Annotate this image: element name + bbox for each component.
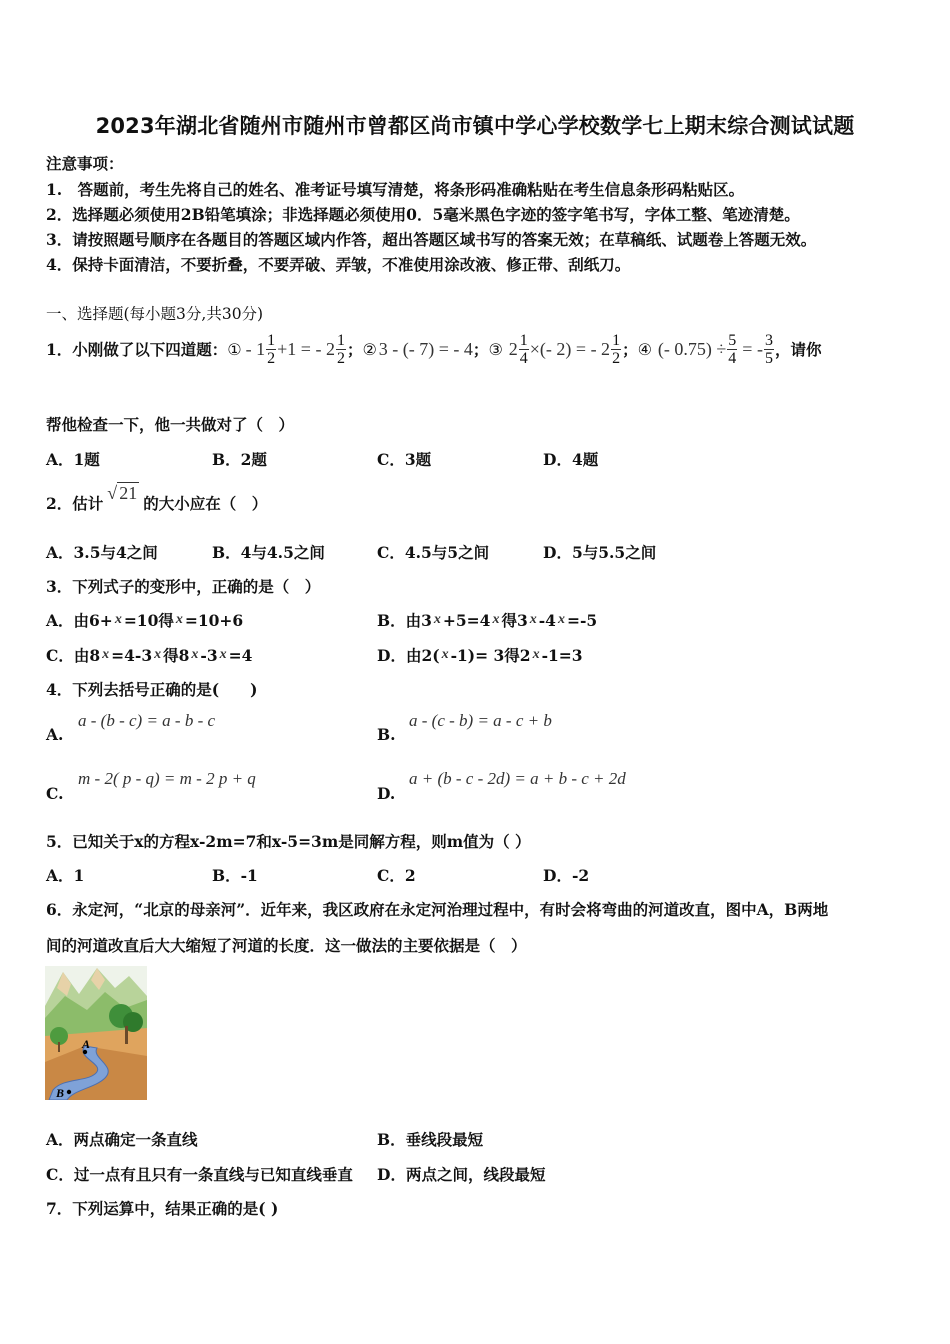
separator: ；	[622, 340, 638, 359]
option-c-label[interactable]: C.	[46, 784, 64, 803]
option-d[interactable]: D．两点之间，线段最短	[377, 1165, 546, 1184]
river-illustration	[45, 966, 147, 1100]
option-b[interactable]: B．2题	[212, 450, 267, 469]
question-6-line2: 间的河道改直后大大缩短了河道的长度．这一做法的主要依据是（ ）	[46, 936, 527, 955]
question-5-stem: 5．已知关于x的方程x-2m=7和x-5=3m是同解方程，则m值为（ ）	[46, 832, 531, 851]
option-a[interactable]: A．1题	[46, 450, 100, 469]
page-title: 2023年湖北省随州市随州市曾都区尚市镇中学心学校数学七上期末综合测试试题	[95, 114, 855, 138]
fraction: $\frac{1}{2}$	[267, 331, 276, 367]
point-b-label: B	[56, 1086, 65, 1100]
expr-4-part: (- 0.75) ÷	[657, 338, 727, 359]
option-c-expr[interactable]: m - 2( p - q) = m - 2 p + q	[78, 769, 256, 788]
notice-item: 4．保持卡面清洁，不要折叠，不要弄破、弄皱，不准使用涂改液、修正带、刮纸刀。	[46, 255, 631, 274]
fraction: $\frac{1}{2}$	[612, 331, 621, 367]
section-heading: 一、选择题(每小题3分,共30分)	[46, 305, 264, 323]
option-a[interactable]: A．3.5与4之间	[46, 543, 158, 562]
option-d[interactable]: D．-2	[543, 866, 590, 885]
fraction: $\frac{5}{4}$	[728, 331, 737, 367]
option-a[interactable]: A．两点确定一条直线	[46, 1130, 198, 1149]
option-c[interactable]: C．4.5与5之间	[377, 543, 490, 562]
notice-item: 1. 答题前，考生先将自己的姓名、准考证号填写清楚，将条形码准确粘贴在考生信息条形码粘贴区。	[46, 180, 745, 199]
question-2-tail: 的大小应在（ ）	[143, 494, 268, 513]
notice-item: 2．选择题必须使用2B铅笔填涂；非选择题必须使用0．5毫米黑色字迹的签字笔书写，字体工整、笔迹清楚。	[46, 205, 800, 224]
option-b-expr[interactable]: a - (c - b) = a - c + b	[409, 711, 552, 730]
option-a[interactable]: A．由6+ x =10得 x =10+6	[46, 611, 244, 630]
question-7-stem: 7．下列运算中，结果正确的是( )	[46, 1199, 279, 1218]
option-d-label[interactable]: D.	[377, 784, 396, 803]
point-a-label: A	[82, 1037, 91, 1051]
option-c[interactable]: C．过一点有且只有一条直线与已知直线垂直	[46, 1165, 353, 1184]
river-landscape-image	[45, 966, 147, 1100]
square-root: √ 21	[107, 482, 138, 503]
option-c[interactable]: C．2	[377, 866, 416, 885]
fraction: $\frac{3}{5}$	[764, 331, 773, 367]
question-3-stem: 3．下列式子的变形中，正确的是（ ）	[46, 577, 321, 596]
option-a-expr[interactable]: a - (b - c) = a - b - c	[78, 711, 216, 730]
option-b[interactable]: B．4与4.5之间	[212, 543, 325, 562]
notice-item: 3．请按照题号顺序在各题目的答题区域内作答，超出答题区域书写的答案无效；在草稿纸、试题卷上答题无效。	[46, 230, 817, 249]
question-4-stem: 4．下列去括号正确的是( )	[46, 680, 258, 699]
expr-1-part: - 1	[245, 338, 266, 359]
question-1	[46, 326, 821, 372]
expr-1-part: +1 = - 2	[277, 338, 335, 359]
separator: ；	[472, 340, 489, 359]
question-1-lead: 1．小刚做了以下四道题：	[46, 340, 228, 359]
option-d[interactable]: D．5与5.5之间	[543, 543, 657, 562]
option-c[interactable]: C．3题	[377, 450, 432, 469]
option-b[interactable]: B．由3 x +5=4 x 得3 x -4 x =-5	[377, 611, 598, 630]
expr-3-part: ×(- 2) = - 2	[529, 338, 611, 359]
circled-number-1: ①	[227, 339, 242, 359]
option-d[interactable]: D．4题	[543, 450, 599, 469]
circled-number-3: ③	[488, 339, 503, 359]
option-d[interactable]: D．由2( x -1)= 3得2 x -1=3	[377, 646, 583, 665]
question-6-line1: 6．永定河，“北京的母亲河”．近年来，我区政府在永定河治理过程中，有时会将弯曲的河道改直，图中A，B两地	[46, 900, 829, 919]
expr-2: 3 - (- 7) = - 4	[378, 338, 473, 359]
expr-3-part: 2	[508, 338, 518, 359]
option-b[interactable]: B．-1	[212, 866, 258, 885]
option-d-expr[interactable]: a + (b - c - 2d) = a + b - c + 2d	[409, 769, 626, 788]
expr-4-part: = -	[742, 338, 763, 359]
question-2-lead: 2．估计	[46, 494, 104, 513]
notice-heading: 注意事项：	[46, 154, 124, 173]
fraction: $\frac{1}{4}$	[519, 331, 528, 367]
fraction: $\frac{1}{2}$	[336, 331, 345, 367]
question-2	[46, 480, 267, 526]
circled-number-2: ②	[362, 339, 377, 359]
question-1-line2: 帮他检查一下，他一共做对了（ ）	[46, 415, 295, 434]
option-b-label[interactable]: B.	[377, 725, 396, 744]
option-c[interactable]: C．由8 x =4-3 x 得8 x -3 x =4	[46, 646, 253, 665]
option-a[interactable]: A．1	[46, 866, 85, 885]
circled-number-4: ④	[637, 339, 652, 359]
separator: ；	[346, 340, 363, 359]
option-a-label[interactable]: A.	[46, 725, 64, 744]
option-b[interactable]: B．垂线段最短	[377, 1130, 484, 1149]
question-1-tail: ，请你	[774, 340, 822, 359]
